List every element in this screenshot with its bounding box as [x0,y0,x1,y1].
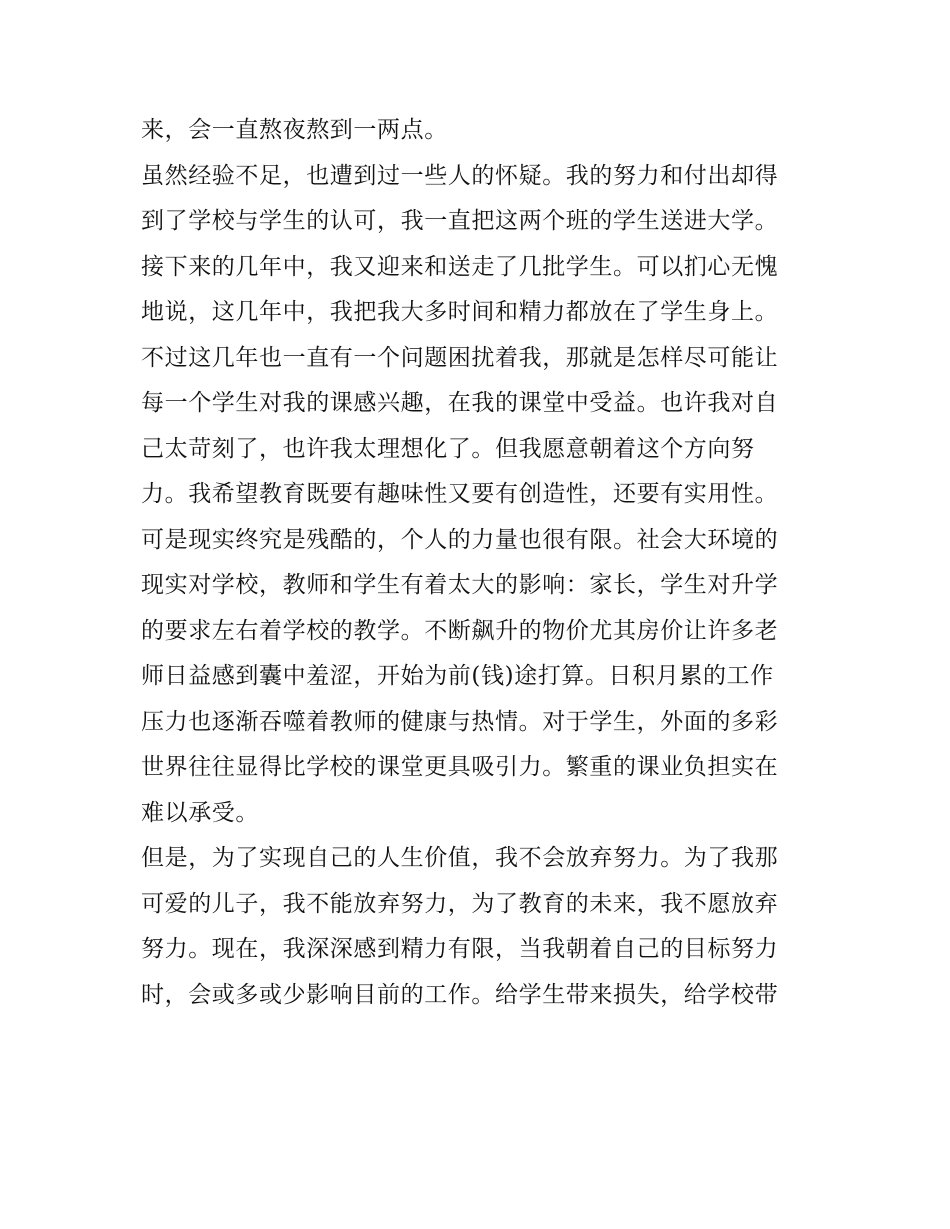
text-line: 师日益感到囊中羞涩，开始为前(钱)途打算。日积月累的工作 [141,663,774,689]
text-line: 地说，这几年中，我把我大多时间和精力都放在了学生身上。 [141,299,779,325]
text-line: 可是现实终究是残酷的，个人的力量也很有限。社会大环境的 [141,526,779,553]
text-line: 接下来的几年中，我又迎来和送走了几批学生。可以扪心无愧 [141,253,779,280]
text-line: 到了学校与学生的认可，我一直把这两个班的学生送进大学。 [141,208,779,234]
text-line: 力。我希望教育既要有趣味性又要有创造性，还要有实用性。 [141,481,779,507]
text-line: 的要求左右着学校的教学。不断飙升的物价尤其房价让许多老 [141,617,779,644]
text-line: 虽然经验不足，也遭到过一些人的怀疑。我的努力和付出却得 [141,162,779,189]
text-line: 但是，为了实现自己的人生价值，我不会放弃努力。为了我那 [141,845,779,871]
text-line: 来，会一直熬夜熬到一两点。 [141,117,448,143]
text-line: 世界往往显得比学校的课堂更具吸引力。繁重的课业负担实在 [141,754,779,780]
text-line: 压力也逐渐吞噬着教师的健康与热情。对于学生，外面的多彩 [141,708,779,735]
text-line: 难以承受。 [141,799,259,826]
text-line: 己太苛刻了，也许我太理想化了。但我愿意朝着这个方向努 [141,435,755,462]
body-text [141,108,821,1018]
text-line: 可爱的儿子，我不能放弃努力，为了教育的未来，我不愿放弃 [141,890,779,917]
text-line: 努力。现在，我深深感到精力有限，当我朝着自己的目标努力 [141,936,779,962]
text-line: 时，会或多或少影响目前的工作。给学生带来损失，给学校带 [141,981,779,1008]
text-line: 现实对学校，教师和学生有着太大的影响：家长，学生对升学 [141,572,779,598]
text-line: 不过这几年也一直有一个问题困扰着我，那就是怎样尽可能让 [141,344,779,371]
text-line: 每一个学生对我的课感兴趣，在我的课堂中受益。也许我对自 [141,390,779,416]
